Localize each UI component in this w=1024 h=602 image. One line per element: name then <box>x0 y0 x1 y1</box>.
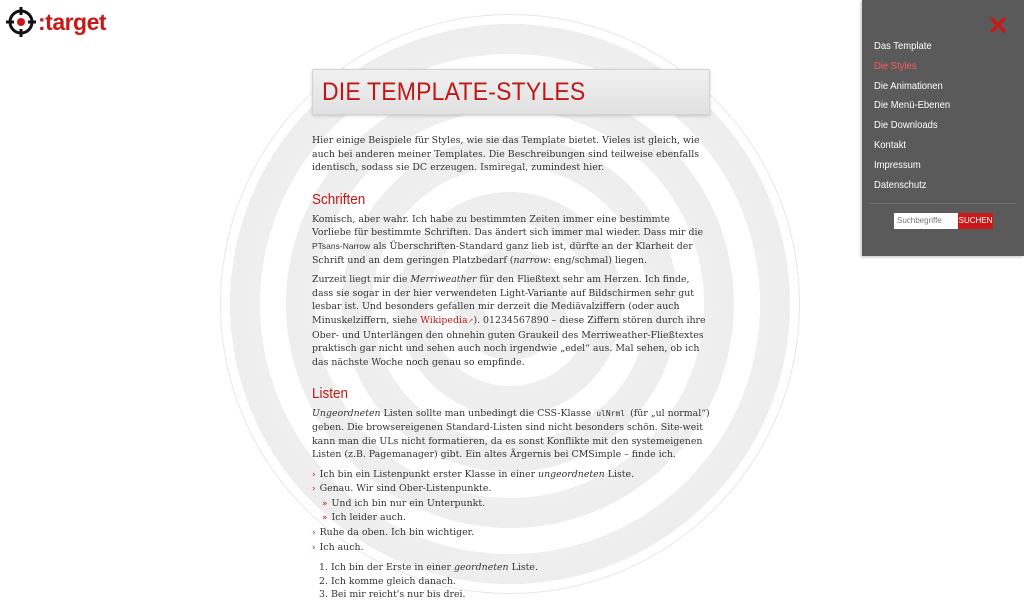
list-subitem: » Und ich bin nur ein Unterpunkt. <box>322 497 486 509</box>
site-logo[interactable] <box>6 7 106 37</box>
fonts-paragraph-2: Zurzeit liegt mir die Merriweather für den Fließtext sehr am Herzen. Ich finde, dass sie sogar in der hier verwendeten Light-Variante auf Bildschirmen sehr gut lesbar ist. Und besonders gefallen mir derzeit die Mediävalziffern (oder auch Minuskelziffern, siehe Wikipedia↗). 01234567890 – diese Ziffern stören durch ihre Ober- und Unterlängen den ohnehin guten Graukeil des Merriweather-Fließtextes praktisch gar nicht und sehen auch noch irgendwie „edel“ aus. Mal sehen, ob ich das nächste Woche noch genau so empfinde. <box>312 274 706 368</box>
double-chevron-right-icon: » <box>322 513 328 524</box>
css-class-code: ulNrml <box>596 409 626 419</box>
search-input[interactable] <box>894 213 958 229</box>
section-heading-fonts: Schriften <box>312 190 366 208</box>
list-item: › Ich auch. <box>312 541 364 553</box>
menu-item-datenschutz[interactable]: Datenschutz <box>874 178 927 191</box>
menu-item-die-menue-ebenen[interactable]: Die Menü-Ebenen <box>874 99 951 112</box>
ordered-list-item: 2. Ich komme gleich danach. <box>319 575 456 587</box>
ordered-list <box>312 561 710 602</box>
fonts-paragraph-1: Komisch, aber wahr. Ich habe zu bestimmten Zeiten immer eine bestimmte Vorliebe für bestimmte Schriften. Das ändert sich immer mal wieder. Dass mir die PTsans-Narrow als Überschriften-Standard ganz lieb ist, dürfte an der Klarheit der Schrift und an dem geringen Platzbedarf (narrow: eng/schmal) liegen. <box>312 213 704 266</box>
page-title: DIE TEMPLATE-STYLES <box>322 78 586 106</box>
main-content <box>312 69 710 602</box>
ordered-list-item: 1. Ich bin der Erste in einer geordneten Liste. <box>319 562 538 574</box>
menu-item-die-animationen[interactable]: Die Animationen <box>874 79 943 92</box>
main-menu <box>874 40 959 198</box>
menu-item-das-template[interactable]: Das Template <box>874 40 932 52</box>
menu-item-die-downloads[interactable]: Die Downloads <box>874 119 938 132</box>
menu-item-kontakt[interactable]: Kontakt <box>874 138 907 151</box>
chevron-right-icon: › <box>312 484 316 495</box>
logo-text: :target <box>38 8 107 35</box>
ordered-list-item: 3. Bei mir reicht's nur bis drei. <box>319 589 466 601</box>
crosshair-icon <box>6 7 36 37</box>
unordered-list <box>312 468 710 556</box>
lists-paragraph: Ungeordneten Listen sollte man unbedingt die CSS-Klasse ulNrml (für „ul normal“) geben. Die browsereigenen Standard-Listen sind nicht besonders schön. Site-weit kann man die ULs nicht formatieren, da es sonst Konflikte mit den systemeigenen Listen (z.B. Pagemanager) gibt. Ein altes Ärgernis bei CMSimple – finde ich. <box>312 408 710 461</box>
section-heading-lists: Listen <box>312 385 349 403</box>
chevron-right-icon: › <box>312 528 316 539</box>
list-subitem: » Ich leider auch. <box>322 512 406 524</box>
search-button[interactable]: SUCHEN <box>958 213 993 229</box>
list-item: › Ich bin ein Listenpunkt erster Klasse in einer ungeordneten Liste. <box>312 468 635 480</box>
wikipedia-link[interactable]: Wikipedia <box>420 314 468 326</box>
intro-paragraph: Hier einige Beispiele für Styles, wie sie das Template bietet. Vieles ist gleich, wie auch bei anderen meiner Templates. Die Beschreibungen sind teilweise ebenfalls identisch, sodass sie DC erzeugen. Ismiregal, zumindest hier. <box>312 135 700 174</box>
close-icon[interactable] <box>989 16 1007 34</box>
chevron-right-icon: › <box>312 542 316 553</box>
menu-item-die-styles[interactable]: Die Styles <box>874 59 917 72</box>
chevron-right-icon: › <box>312 469 316 480</box>
double-chevron-right-icon: » <box>322 498 328 509</box>
list-item: › Genau. Wir sind Ober-Listenpunkte. <box>312 483 492 495</box>
menu-divider <box>870 203 1016 204</box>
page-title-box <box>312 69 710 115</box>
list-item: › Ruhe da oben. Ich bin wichtiger. <box>312 527 475 539</box>
menu-item-impressum[interactable]: Impressum <box>874 158 921 171</box>
external-link-icon: ↗ <box>467 316 474 325</box>
